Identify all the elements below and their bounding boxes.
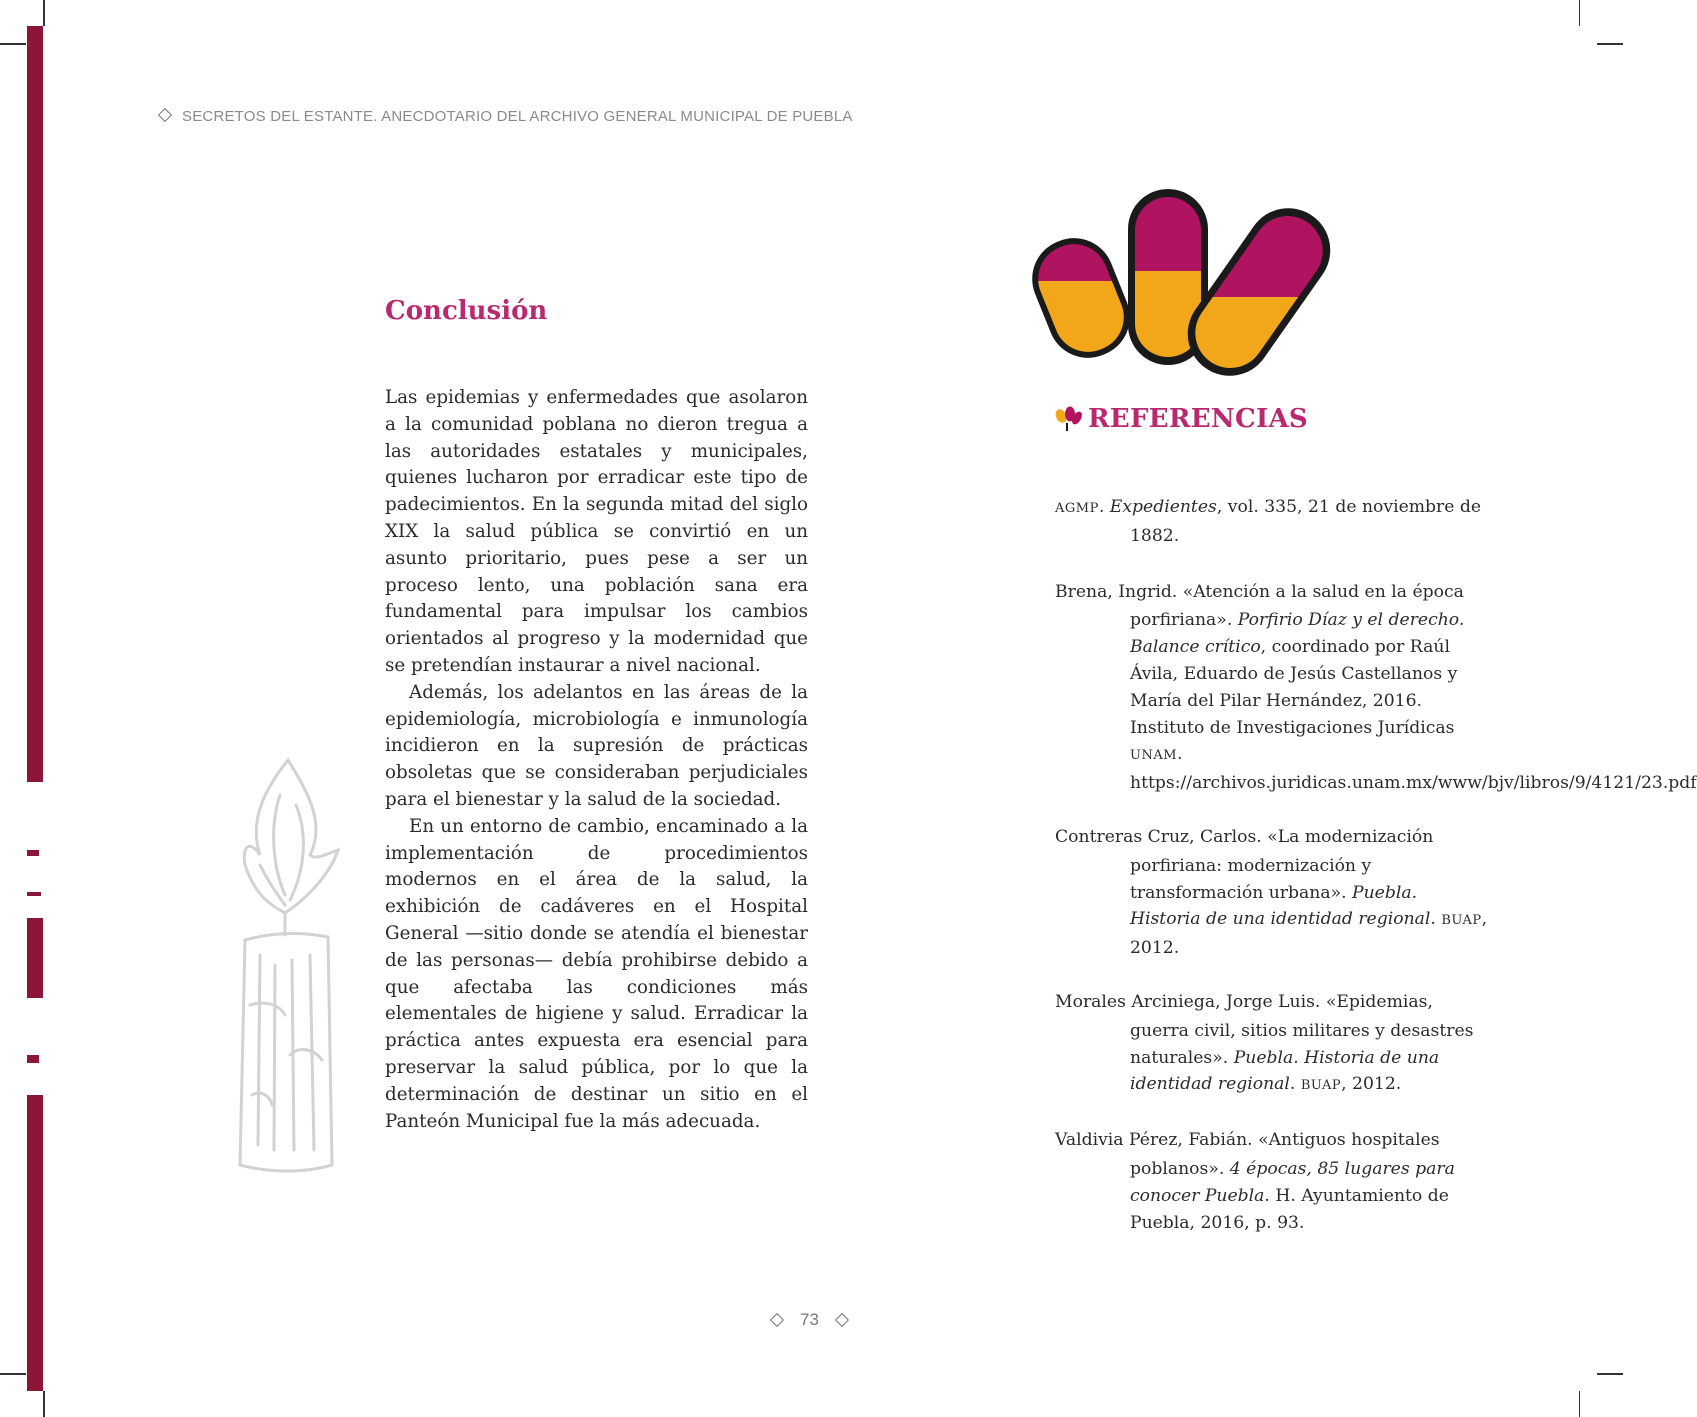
references-list xyxy=(1055,494,1697,1265)
edge-strip-fragment xyxy=(27,892,41,896)
reference-item: AGMP. Expedientes, vol. 335, 21 de noviembre de 1882. xyxy=(1055,497,1482,546)
edge-strip-fragment xyxy=(27,918,43,998)
paragraph: En un entorno de cambio, encaminado a la implementación de procedimientos modernos en el área de la salud, la exhibición de cadáveres en el Hospital General —sitio donde se atendía el bienestar de las personas— debía prohibirse debido a que afectaba las condiciones más elementales de higiene y salud. Erradicar la práctica antes expuesta era esencial para preservar la salud pública, por lo que la determinación de destinar un sitio en el Panteón Municipal fue la más adecuada. xyxy=(385,815,808,1132)
page-number-text: 73 xyxy=(800,1310,819,1329)
edge-strip-fragment xyxy=(27,850,39,856)
edge-strip xyxy=(27,26,43,782)
crop-mark xyxy=(43,1391,45,1417)
edge-strip xyxy=(27,1095,43,1391)
crop-mark xyxy=(0,43,26,45)
paragraph: Las epidemias y enfermedades que asolaron a la comunidad poblana no dieron tregua a las autoridades estatales y municipales, quienes lucharon por erradicar este tipo de padecimientos. En la segunda mitad del siglo XIX la salud pública se convirtió en un asunto prioritario, pues pese a ser un proceso lento, una población sana era fundamental para impulsar los cambios orientados al progreso y la modernidad que se pretendían instaurar a nivel nacional. xyxy=(385,387,808,676)
crop-mark xyxy=(43,0,45,26)
diamond-icon xyxy=(158,108,172,122)
candle-illustration xyxy=(230,755,340,1175)
petals-logo xyxy=(1040,185,1320,375)
paragraph: Además, los adelantos en las áreas de la epidemiología, microbiología e inmunología incidieron en la supresión de prácticas obsoletas que se consideraban perjudiciales para el bienestar y la salud de la sociedad. xyxy=(385,681,808,810)
section-title-conclusion: Conclusión xyxy=(385,296,548,326)
crop-mark xyxy=(1597,1373,1623,1375)
diamond-icon xyxy=(770,1313,784,1327)
conclusion-body xyxy=(385,385,808,1135)
reference-item: Contreras Cruz, Carlos. «La modernización porfiriana: modernización y transformación urbana». Puebla. Historia de una identidad regional. BUAP, 2012. xyxy=(1055,826,1488,959)
reference-item: Brena, Ingrid. «Atención a la salud en la época porfiriana». Porfirio Díaz y el derecho. Balance crítico, coordinado por Raúl Ávila, Eduardo de Jesús Castellanos y María del Pilar Hernández, 2016. Instituto de Investigaciones Jurídicas UNAM. https://archivos.juridicas.unam.mx/www/bjv/libros/9/4121/23.pdf xyxy=(1055,581,1697,794)
running-head-text: SECRETOS DEL ESTANTE. ANECDOTARIO DEL ARCHIVO GENERAL MUNICIPAL DE PUEBLA xyxy=(182,108,853,125)
references-heading xyxy=(1054,404,1308,434)
reference-item: Morales Arciniega, Jorge Luis. «Epidemias, guerra civil, sitios militares y desastres naturales». Puebla. Historia de una identidad regional. BUAP, 2012. xyxy=(1055,991,1474,1095)
edge-strip-fragment xyxy=(27,1055,39,1063)
diamond-icon xyxy=(835,1313,849,1327)
crop-mark xyxy=(1579,0,1581,26)
crop-mark xyxy=(0,1373,26,1375)
page-number xyxy=(772,1310,847,1330)
references-title: REFERENCIAS xyxy=(1088,404,1308,434)
crop-mark xyxy=(1597,43,1623,45)
reference-item: Valdivia Pérez, Fabián. «Antiguos hospitales poblanos». 4 épocas, 85 lugares para conocer Puebla. H. Ayuntamiento de Puebla, 2016, p. 93. xyxy=(1055,1130,1455,1233)
crop-mark xyxy=(1579,1391,1581,1417)
flower-bullet-icon xyxy=(1054,406,1082,432)
running-head xyxy=(160,108,853,125)
